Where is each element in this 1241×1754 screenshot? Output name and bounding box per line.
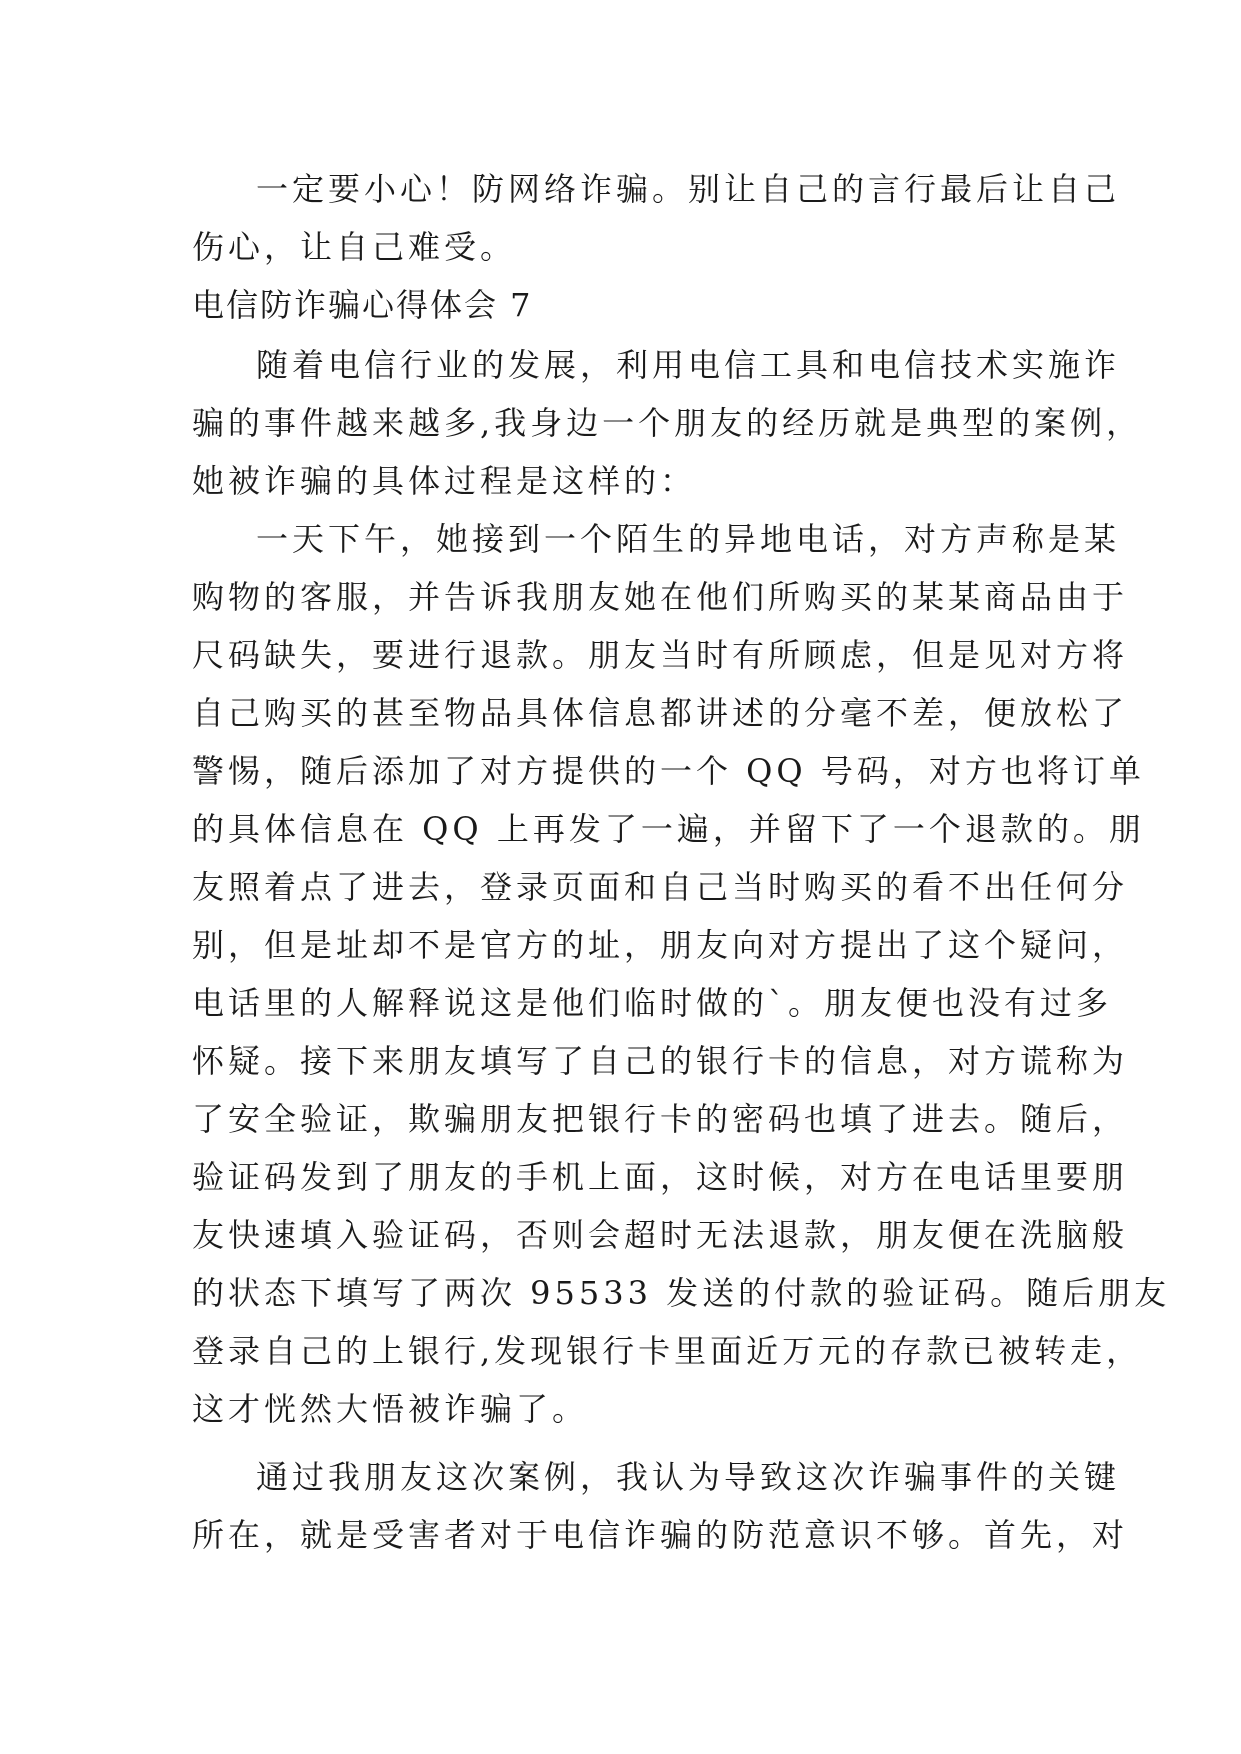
paragraph-line: 一定要小心！防网络诈骗。别让自己的言行最后让自己	[256, 170, 1121, 208]
paragraph-line: 电话里的人解释说这是他们临时做的`。朋友便也没有过多	[192, 984, 1113, 1022]
paragraph-2	[192, 510, 1171, 1438]
intro-paragraph	[192, 160, 1121, 276]
paragraph-line: 通过我朋友这次案例，我认为导致这次诈骗事件的关键	[256, 1458, 1121, 1496]
paragraph-line: 友快速填入验证码，否则会超时无法退款，朋友便在洗脑般	[192, 1216, 1129, 1254]
paragraph-1	[192, 336, 1143, 510]
paragraph-line: 随着电信行业的发展，利用电信工具和电信技术实施诈	[256, 346, 1121, 384]
document-body	[192, 160, 1171, 1564]
paragraph-line: 骗的事件越来越多,我身边一个朋友的经历就是典型的案例，	[192, 404, 1143, 442]
paragraph-line: 警惕，随后添加了对方提供的一个 QQ 号码，对方也将订单	[192, 752, 1145, 790]
paragraph-line: 友照着点了进去，登录页面和自己当时购买的看不出任何分	[192, 868, 1129, 906]
paragraph-spacer	[192, 1438, 1062, 1448]
paragraph-line: 登录自己的上银行,发现银行卡里面近万元的存款已被转走，	[192, 1332, 1143, 1370]
paragraph-line: 的具体信息在 QQ 上再发了一遍，并留下了一个退款的。朋	[192, 810, 1145, 848]
paragraph-line: 自己购买的甚至物品具体信息都讲述的分毫不差，便放松了	[192, 694, 1129, 732]
paragraph-line: 购物的客服，并告诉我朋友她在他们所购买的某某商品由于	[192, 578, 1129, 616]
paragraph-line: 验证码发到了朋友的手机上面，这时候，对方在电话里要朋	[192, 1158, 1129, 1196]
paragraph-line: 她被诈骗的具体过程是这样的：	[192, 462, 697, 500]
paragraph-3	[192, 1448, 1129, 1564]
paragraph-line: 尺码缺失，要进行退款。朋友当时有所顾虑，但是见对方将	[192, 636, 1129, 674]
paragraph-line: 怀疑。接下来朋友填写了自己的银行卡的信息，对方谎称为	[192, 1042, 1129, 1080]
paragraph-line: 别，但是址却不是官方的址，朋友向对方提出了这个疑问，	[192, 926, 1129, 964]
section-heading: 电信防诈骗心得体会 7	[192, 286, 533, 324]
paragraph-line: 了安全验证，欺骗朋友把银行卡的密码也填了进去。随后，	[192, 1100, 1129, 1138]
paragraph-line: 的状态下填写了两次 95533 发送的付款的验证码。随后朋友	[192, 1274, 1171, 1312]
paragraph-line: 所在，就是受害者对于电信诈骗的防范意识不够。首先，对	[192, 1516, 1129, 1554]
paragraph-line: 伤心，让自己难受。	[192, 228, 517, 266]
paragraph-line: 一天下午，她接到一个陌生的异地电话，对方声称是某	[256, 520, 1121, 558]
paragraph-line: 这才恍然大悟被诈骗了。	[192, 1390, 589, 1428]
